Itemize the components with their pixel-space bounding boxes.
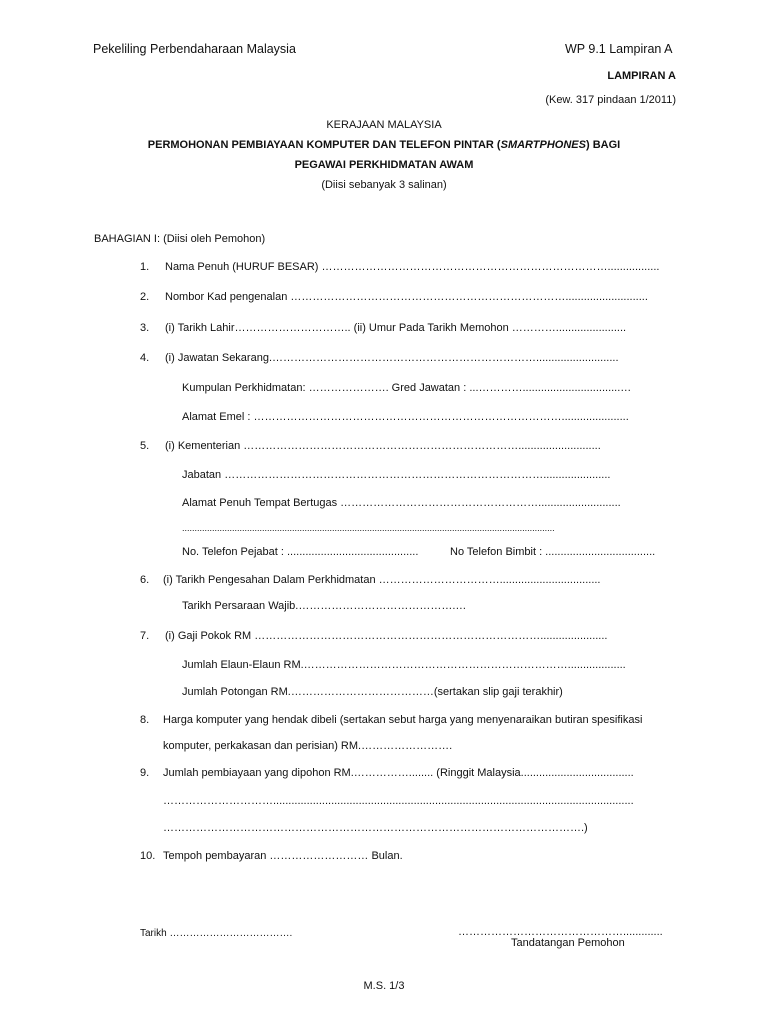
form-title-pre: PERMOHONAN PEMBIAYAAN KOMPUTER DAN TELEFON PINTAR (	[147, 139, 501, 151]
field-alamat-emel: Alamat Emel : …………………………………………………………………………......................	[182, 411, 629, 423]
signature-label: Tandatangan Pemohon	[511, 937, 625, 949]
field-harga-komputer-rm: komputer, perkakasan dan perisian) RM.…………………….	[163, 740, 453, 752]
item-number: 9.	[140, 767, 150, 779]
field-gaji-pokok: (i) Gaji Pokok RM ……………………………………………………………………......................	[165, 630, 608, 642]
field-ringgit-line3: …………………………………………………………………………………………………….)	[163, 822, 588, 834]
field-jumlah-potongan: Jumlah Potongan RM.…………………………………(sertakan slip gaji terakhir)	[182, 686, 563, 698]
item-number: 3.	[140, 322, 150, 334]
field-tarikh-persaraan: Tarikh Persaraan Wajib.…………………………………….…	[182, 600, 467, 612]
form-title-italic: SMARTPHONES	[500, 139, 586, 151]
header-left: Pekeliling Perbendaharaan Malaysia	[93, 42, 296, 56]
field-tempoh-pembayaran: Tempoh pembayaran ……………………… Bulan.	[163, 850, 403, 862]
header-right: WP 9.1 Lampiran A	[565, 42, 673, 56]
form-title-line2: PEGAWAI PERKHIDMATAN AWAM	[294, 159, 474, 171]
item-number: 6.	[140, 574, 150, 586]
field-jumlah-pembiayaan: Jumlah pembiayaan yang dipohon RM.……………........ (Ringgit Malaysia.....................................	[163, 767, 634, 779]
item-number: 8.	[140, 714, 150, 726]
copies-note: (Diisi sebanyak 3 salinan)	[321, 179, 447, 191]
item-number: 4.	[140, 352, 150, 364]
kew-reference: (Kew. 317 pindaan 1/2011)	[545, 94, 676, 106]
field-kumpulan-gred: Kumpulan Perkhidmatan: …………………. Gred Jawatan : ...…………................................…	[182, 382, 632, 394]
field-harga-komputer: Harga komputer yang hendak dibeli (sertakan sebut harga yang menyenaraikan butiran spesifikasi	[163, 714, 643, 726]
form-title-line1	[0, 139, 768, 152]
lampiran-label: LAMPIRAN A	[607, 70, 676, 82]
field-tarikh: Tarikh ……………………………….	[140, 928, 293, 939]
field-tarikh-lahir-umur: (i) Tarikh Lahir………………………….. (ii) Umur Pada Tarikh Memohon ………….......................	[165, 322, 627, 334]
field-jawatan: (i) Jawatan Sekarang.………………………………………………………………...........................	[165, 352, 619, 364]
field-ringgit-line2: …………………………......................................................................................................................	[163, 795, 634, 807]
field-jumlah-elaun: Jumlah Elaun-Elaun RM.………………………………………………………………...................	[182, 659, 626, 671]
item-number: 10.	[140, 850, 156, 862]
field-nama-penuh: Nama Penuh (HURUF BESAR) …………………………………………………………………….................	[165, 261, 660, 273]
item-number: 2.	[140, 291, 150, 303]
field-telefon-bimbit: No Telefon Bimbit : ....................................	[450, 546, 656, 558]
field-telefon-pejabat: No. Telefon Pejabat : ...........................................	[182, 546, 419, 558]
field-jabatan: Jabatan ……………………………………………………………………………......................	[182, 469, 611, 481]
page-number: M.S. 1/3	[363, 980, 405, 992]
government-title: KERAJAAN MALAYSIA	[326, 119, 442, 131]
signature-line: ……………………………………….............	[458, 926, 663, 938]
field-kementerian: (i) Kementerian …………………………………………………………………...........................	[165, 440, 601, 452]
item-number: 5.	[140, 440, 150, 452]
field-alamat-tempat-bertugas: Alamat Penuh Tempat Bertugas ………………………………………………...........................	[182, 497, 621, 509]
field-alamat-line2: .....................................................................................................................................................	[182, 523, 555, 533]
field-nombor-kad: Nombor Kad pengenalan …………………………………………………………………...........................	[165, 291, 648, 303]
field-tarikh-pengesahan: (i) Tarikh Pengesahan Dalam Perkhidmatan …………………………….................................	[163, 574, 601, 586]
section-heading: BAHAGIAN I: (Diisi oleh Pemohon)	[94, 233, 266, 245]
item-number: 7.	[140, 630, 150, 642]
item-number: 1.	[140, 261, 150, 273]
form-title-post: ) BAGI	[585, 139, 621, 151]
